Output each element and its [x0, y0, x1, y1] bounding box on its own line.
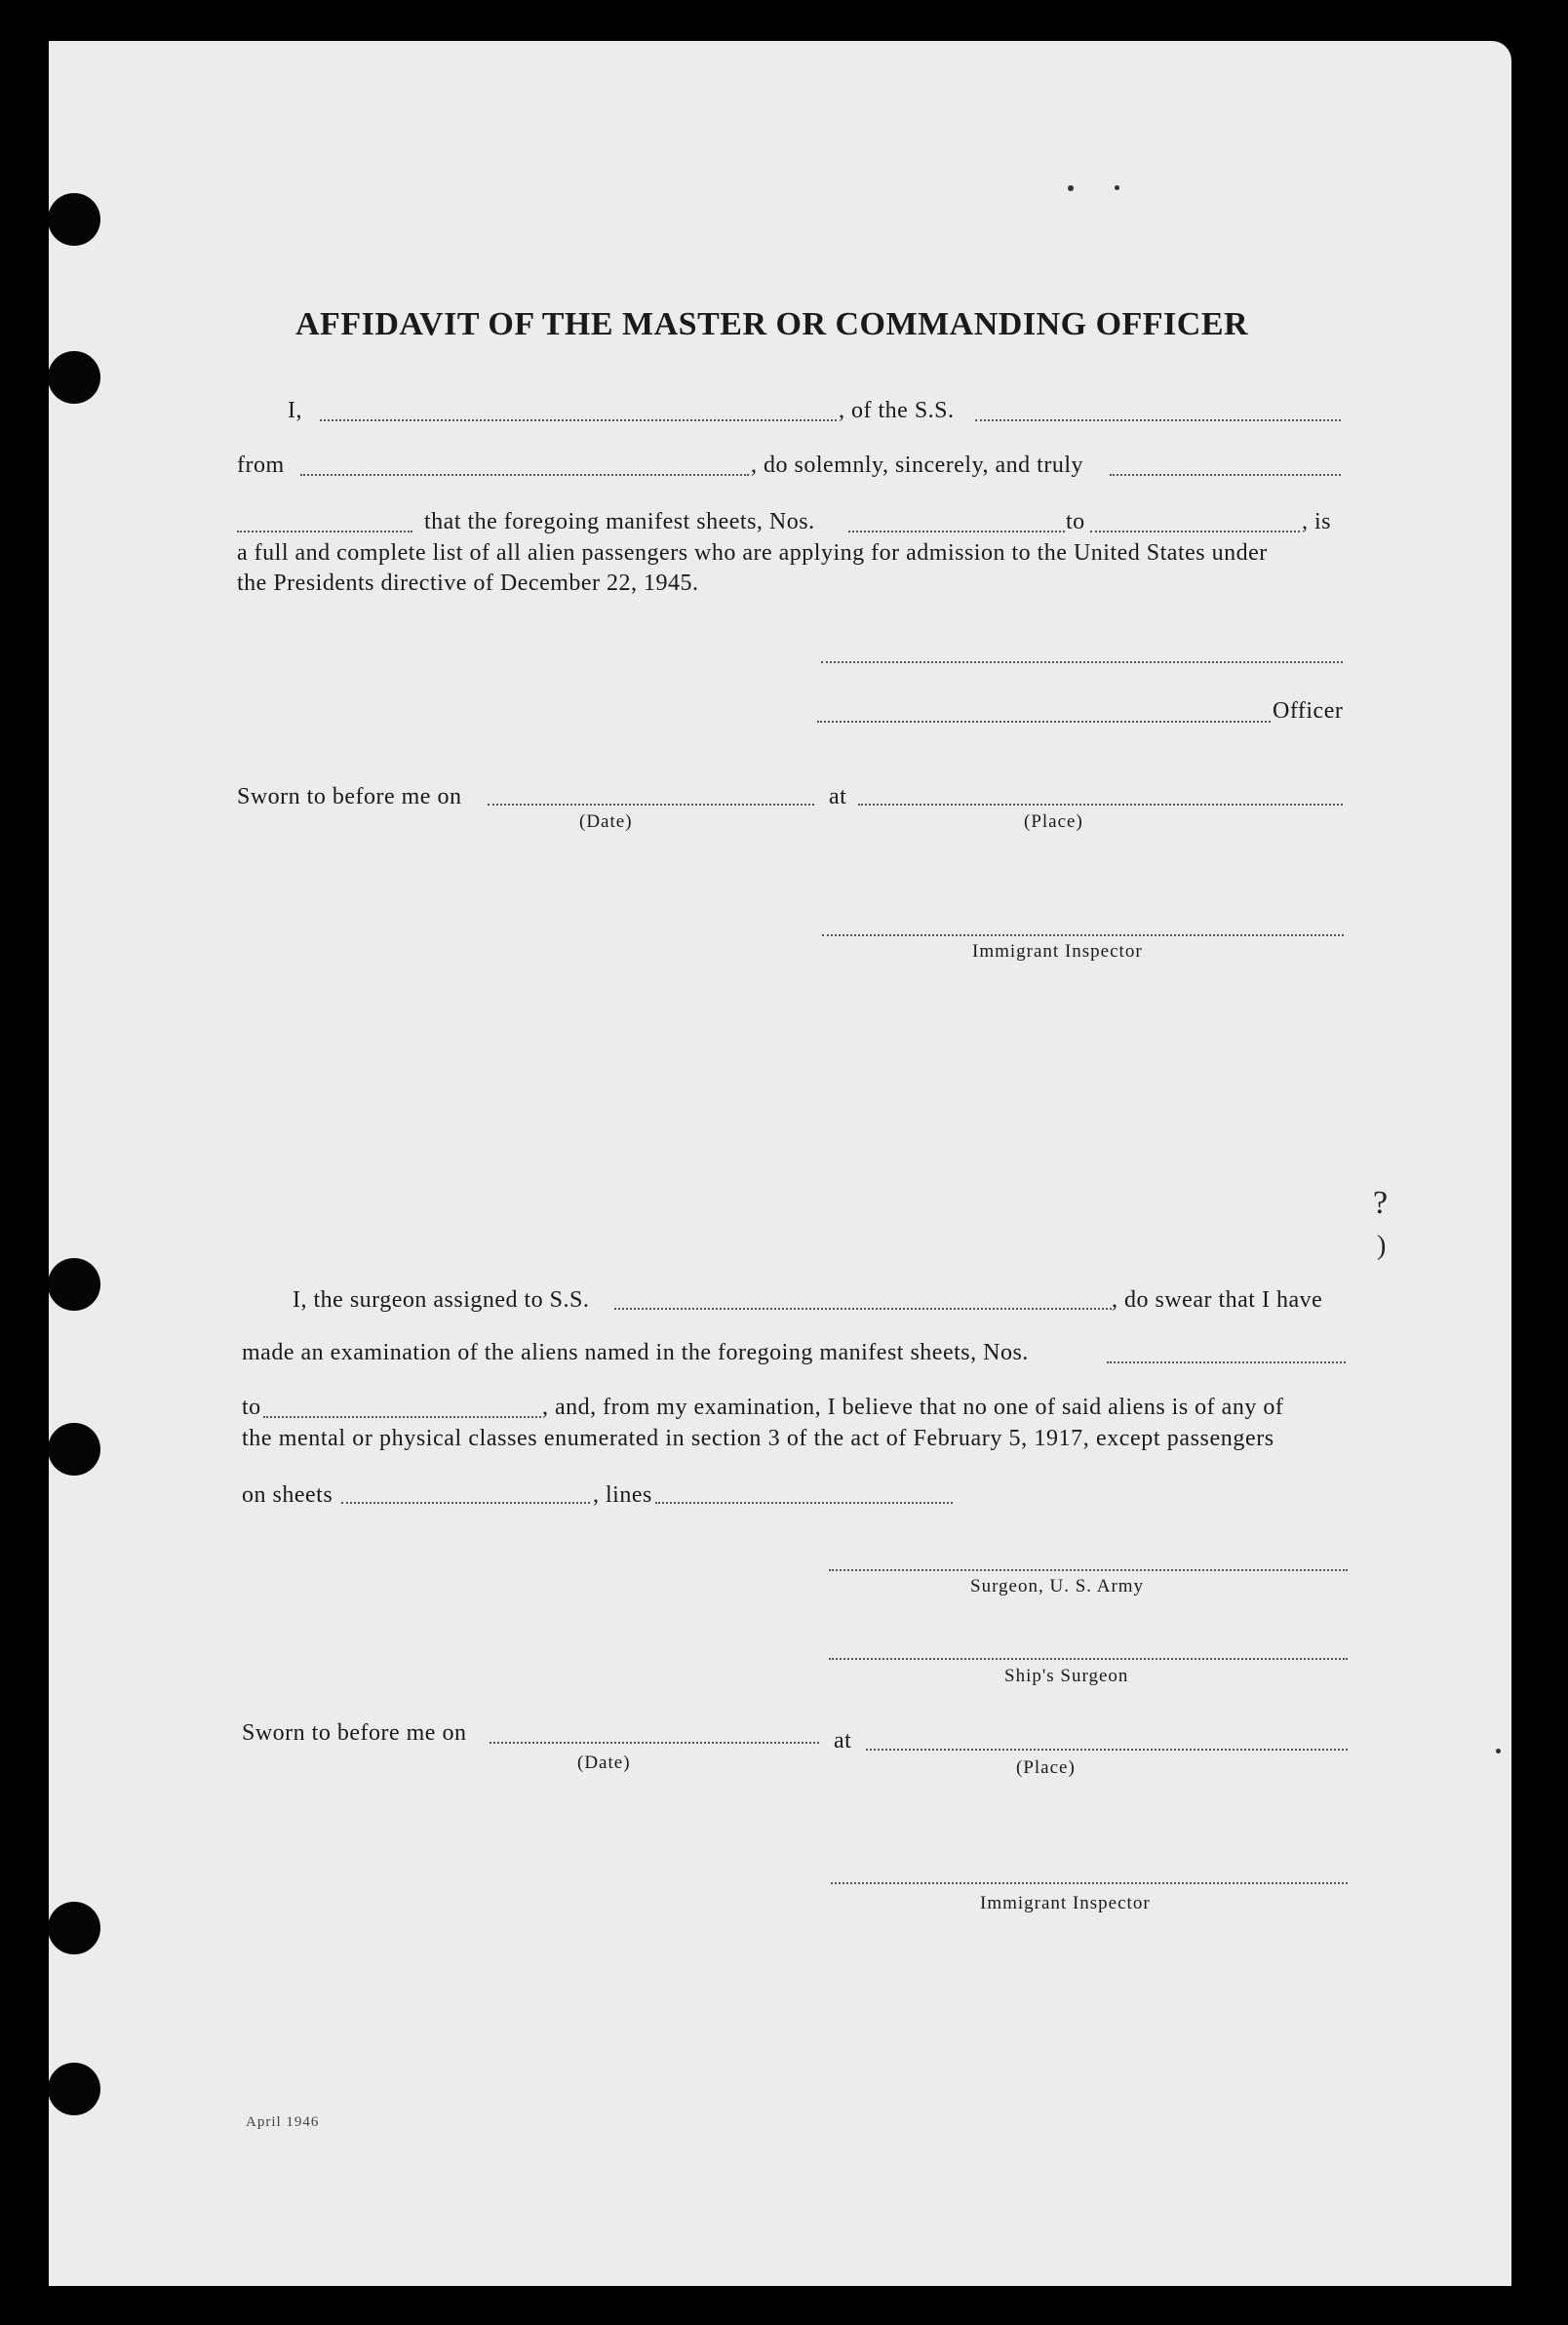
master-at-label: at [829, 784, 847, 809]
sheets-to-field[interactable] [1090, 531, 1300, 532]
surgeon-place-caption: (Place) [1016, 1757, 1076, 1778]
master-line5: the Presidents directive of December 22, 1945. [237, 571, 699, 596]
master-line2-mid: , do solemnly, sincerely, and truly [751, 453, 1083, 478]
master-line1-mid: , of the S.S. [839, 398, 955, 423]
punch-hole [48, 1258, 100, 1311]
surgeon-sworn-place-field[interactable] [866, 1749, 1348, 1751]
surgeon-line3-start: to [242, 1395, 261, 1420]
officer-signature-field[interactable] [821, 661, 1343, 663]
surgeon-inspector-signature-field[interactable] [831, 1882, 1348, 1884]
punch-hole [48, 193, 100, 246]
sheets-from-field[interactable] [848, 531, 1065, 532]
punch-hole [48, 1902, 100, 1954]
surgeon-line3-end: , and, from my examination, I believe that no one of said aliens is of any of [542, 1395, 1284, 1420]
master-date-caption: (Date) [579, 811, 633, 832]
master-sworn-date-field[interactable] [488, 804, 814, 806]
punch-hole [48, 1423, 100, 1476]
master-line1-start: I, [288, 398, 302, 423]
surgeon-sworn-label: Sworn to before me on [242, 1720, 467, 1746]
surgeon-date-caption: (Date) [577, 1753, 631, 1773]
excepted-lines-field[interactable] [655, 1502, 953, 1504]
declaration-field[interactable] [237, 531, 412, 532]
army-surgeon-label: Surgeon, U. S. Army [970, 1576, 1145, 1596]
surgeon-sheets-from-field[interactable] [1107, 1361, 1346, 1363]
surgeon-sheets-to-field[interactable] [263, 1416, 541, 1418]
surgeon-line5-start: on sheets [242, 1482, 333, 1508]
surgeon-inspector-label: Immigrant Inspector [980, 1893, 1151, 1913]
page-title: AFFIDAVIT OF THE MASTER OR COMMANDING OFFICER [295, 306, 1249, 342]
ships-surgeon-signature-field[interactable] [829, 1658, 1348, 1660]
surgeon-line5-mid: , lines [593, 1482, 652, 1508]
surgeon-line4: the mental or physical classes enumerated in section 3 of the act of February 5, 1917, except passengers [242, 1426, 1274, 1451]
paper-speck [1496, 1749, 1501, 1754]
master-line2-start: from [237, 453, 285, 478]
master-name-field[interactable] [320, 419, 837, 421]
paper-speck [1115, 185, 1119, 190]
surgeon-line1-start: I, the surgeon assigned to S.S. [293, 1287, 590, 1313]
oath-type-field[interactable] [1110, 474, 1341, 476]
surgeon-ship-field[interactable] [614, 1308, 1112, 1310]
surgeon-line1-end: , do swear that I have [1112, 1287, 1323, 1313]
officer-name-field[interactable] [817, 721, 1271, 723]
master-inspector-label: Immigrant Inspector [972, 941, 1143, 962]
paper-speck [1068, 185, 1074, 191]
master-line3-mid: that the foregoing manifest sheets, Nos. [424, 509, 815, 534]
master-line3-end: , is [1302, 509, 1332, 534]
form-paper [49, 41, 1511, 2286]
master-line4: a full and complete list of all alien passengers who are applying for admission to the United States under [237, 540, 1268, 566]
surgeon-at-label: at [834, 1728, 852, 1754]
ship-name-field[interactable] [975, 419, 1341, 421]
master-line3-to: to [1066, 509, 1085, 534]
surgeon-line2: made an examination of the aliens named in the foregoing manifest sheets, Nos. [242, 1340, 1029, 1365]
margin-mark: ) [1377, 1231, 1387, 1261]
master-place-caption: (Place) [1024, 811, 1083, 832]
army-surgeon-signature-field[interactable] [829, 1569, 1348, 1571]
punch-hole [48, 2063, 100, 2115]
punch-hole [48, 351, 100, 404]
surgeon-sworn-date-field[interactable] [490, 1742, 819, 1744]
officer-label: Officer [1273, 698, 1344, 724]
excepted-sheets-field[interactable] [341, 1502, 590, 1504]
margin-mark: ? [1373, 1185, 1389, 1221]
master-sworn-place-field[interactable] [858, 804, 1343, 806]
form-footer-date: April 1946 [246, 2114, 320, 2130]
ships-surgeon-label: Ship's Surgeon [1004, 1666, 1129, 1686]
master-inspector-signature-field[interactable] [822, 934, 1344, 936]
port-from-field[interactable] [300, 474, 749, 476]
master-sworn-label: Sworn to before me on [237, 784, 462, 809]
